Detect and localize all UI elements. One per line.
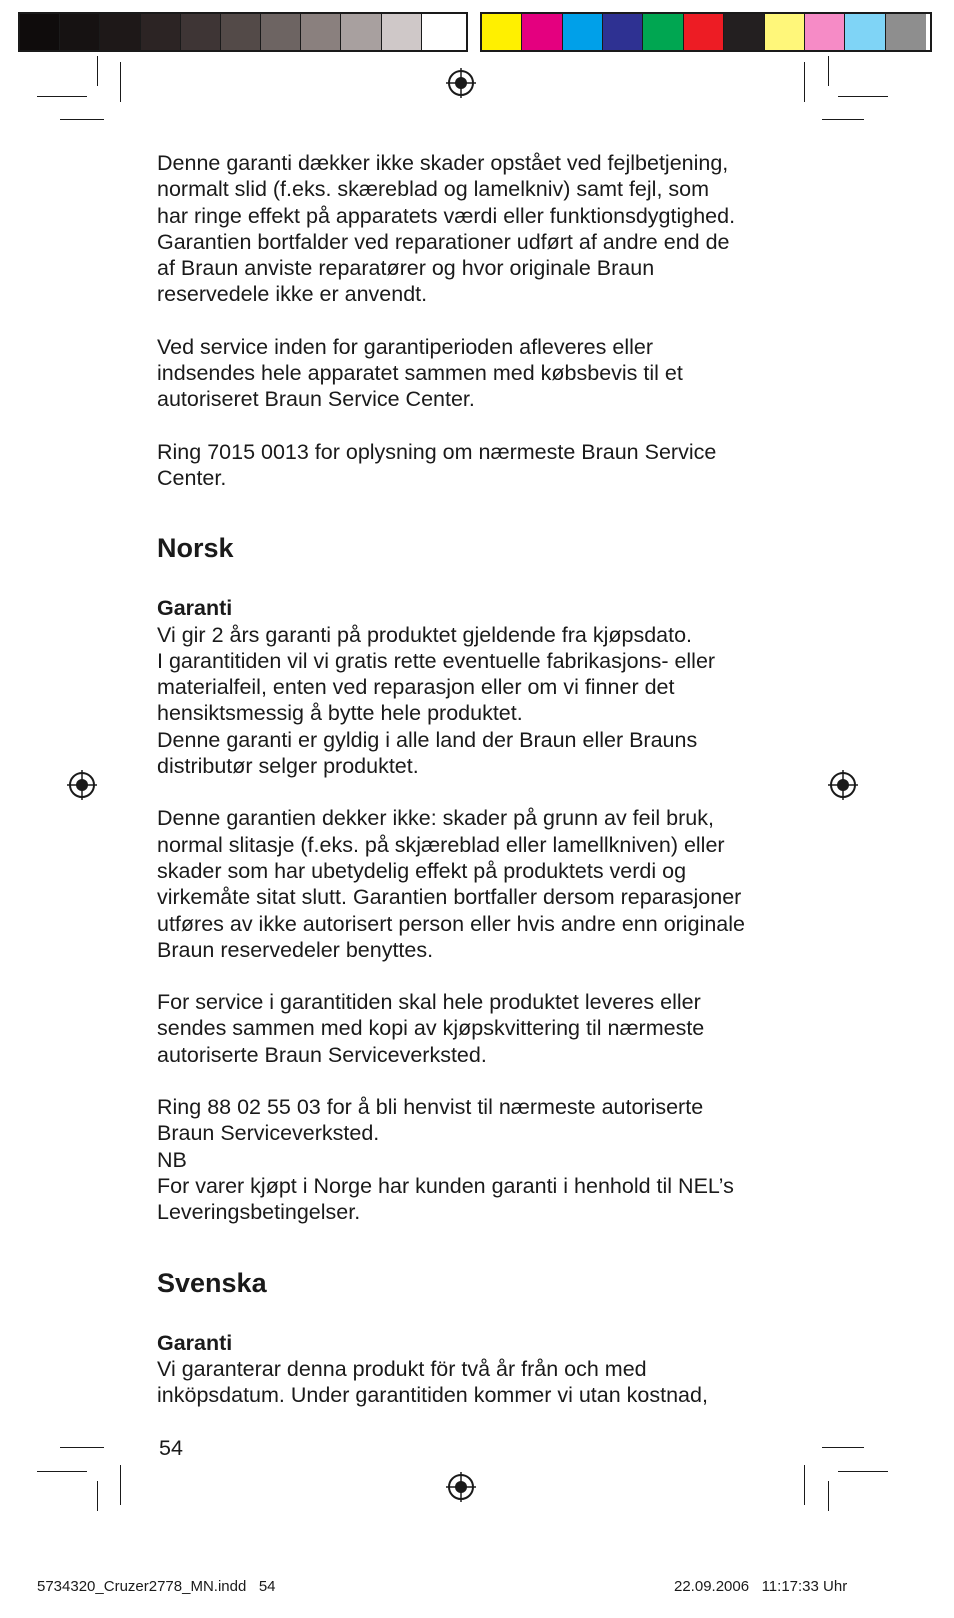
paragraph: Ved service inden for garantiperioden afleveres eller indsendes hele apparatet sammen med købsbevis til et autoriseret Braun Service Center. xyxy=(157,334,683,412)
crop-mark xyxy=(822,119,864,120)
section-heading: Norsk xyxy=(157,533,234,564)
color-swatch xyxy=(482,14,522,50)
color-swatch xyxy=(643,14,683,50)
document-body xyxy=(157,150,817,1434)
color-swatch xyxy=(60,14,100,50)
paragraph: For service i garantitiden skal hele produktet leveres eller sendes sammen med kopi av kjøpskvittering til nærmeste autoriserte Braun Serviceverksted. xyxy=(157,990,705,1067)
crop-mark xyxy=(120,1465,121,1505)
registration-mark-icon xyxy=(67,770,97,800)
crop-mark xyxy=(97,56,98,86)
color-swatch xyxy=(603,14,643,50)
registration-mark-icon xyxy=(446,68,476,98)
paragraph: Denne garantien dekker ikke: skader på grunn av feil bruk, normal slitasje (f.eks. på skjæreblad eller lamellkniven) eller skader som har ubetydelig effekt på produktets verdi og virkemåte sitat slutt. Garantien bortfaller dersom reparasjoner utføres av ikke autorisert person eller hvis andre enn originale Braun reservedeler benyttes. xyxy=(157,806,745,962)
paragraph: Vi garanterar denna produkt för två år från och med inköpsdatum. Under garantitiden kommer vi utan kostnad, xyxy=(157,1356,708,1408)
crop-mark xyxy=(804,1465,805,1505)
color-swatch xyxy=(20,14,60,50)
color-swatch xyxy=(261,14,301,50)
paragraph: Ring 88 02 55 03 for å bli henvist til nærmeste autoriserte Braun Serviceverksted. NB For varer kjøpt i Norge har kunden garanti i henhold til NEL’s Leveringsbetingelser. xyxy=(157,1095,734,1225)
color-swatch xyxy=(422,14,462,50)
paragraph: Vi gir 2 års garanti på produktet gjeldende fra kjøpsdato. I garantitiden vil vi gratis rette eventuelle fabrikasjons- eller materialfeil, enten ved reparasjon eller om vi finner det hensiktsmessig å bytte hele produktet. Denne garanti er gyldig i alle land der Braun eller Brauns distributør selger produktet. xyxy=(157,622,716,779)
registration-mark-icon xyxy=(446,1472,476,1502)
section-heading: Svenska xyxy=(157,1267,267,1298)
crop-mark xyxy=(822,1447,864,1448)
subsection-heading: Garanti xyxy=(157,596,233,621)
crop-mark xyxy=(828,56,829,86)
crop-mark xyxy=(828,1481,829,1511)
color-swatch xyxy=(100,14,140,50)
crop-mark xyxy=(838,96,888,97)
crop-mark xyxy=(60,1447,104,1448)
color-swatch xyxy=(765,14,805,50)
color-swatch xyxy=(522,14,562,50)
color-swatch xyxy=(563,14,603,50)
crop-mark xyxy=(838,1471,888,1472)
grey-color-bar xyxy=(18,12,468,52)
slug-datetime: 22.09.2006 11:17:33 Uhr xyxy=(674,1578,848,1595)
crop-mark xyxy=(37,96,87,97)
slug-filename: 5734320_Cruzer2778_MN.indd 54 xyxy=(37,1578,276,1595)
color-swatch xyxy=(805,14,845,50)
process-color-bar xyxy=(480,12,932,52)
paragraph: Ring 7015 0013 for oplysning om nærmeste Braun Service Center. xyxy=(157,439,717,490)
color-swatch xyxy=(341,14,381,50)
color-swatch xyxy=(886,14,926,50)
paragraph: Denne garanti dækker ikke skader opstået ved fejlbetjening, normalt slid (f.eks. skæreblad og lamelkniv) samt fejl, som har ringe effekt på apparatets værdi eller funktionsdygtighed. Garantien bortfalder ved reparationer udført af andre end de af Braun anviste reparatører og hvor originale Braun reservedele ikke er anvendt. xyxy=(157,151,736,307)
crop-mark xyxy=(97,1481,98,1511)
crop-mark xyxy=(60,119,104,120)
color-swatch xyxy=(382,14,422,50)
color-swatch xyxy=(845,14,885,50)
color-swatch xyxy=(141,14,181,50)
color-swatch xyxy=(724,14,764,50)
crop-mark xyxy=(120,62,121,102)
color-swatch xyxy=(181,14,221,50)
color-swatch xyxy=(301,14,341,50)
color-swatch xyxy=(221,14,261,50)
crop-mark xyxy=(37,1471,87,1472)
color-swatch xyxy=(684,14,724,50)
subsection-heading: Garanti xyxy=(157,1330,233,1355)
crop-mark xyxy=(804,62,805,102)
page-number: 54 xyxy=(159,1436,183,1460)
registration-mark-icon xyxy=(828,770,858,800)
